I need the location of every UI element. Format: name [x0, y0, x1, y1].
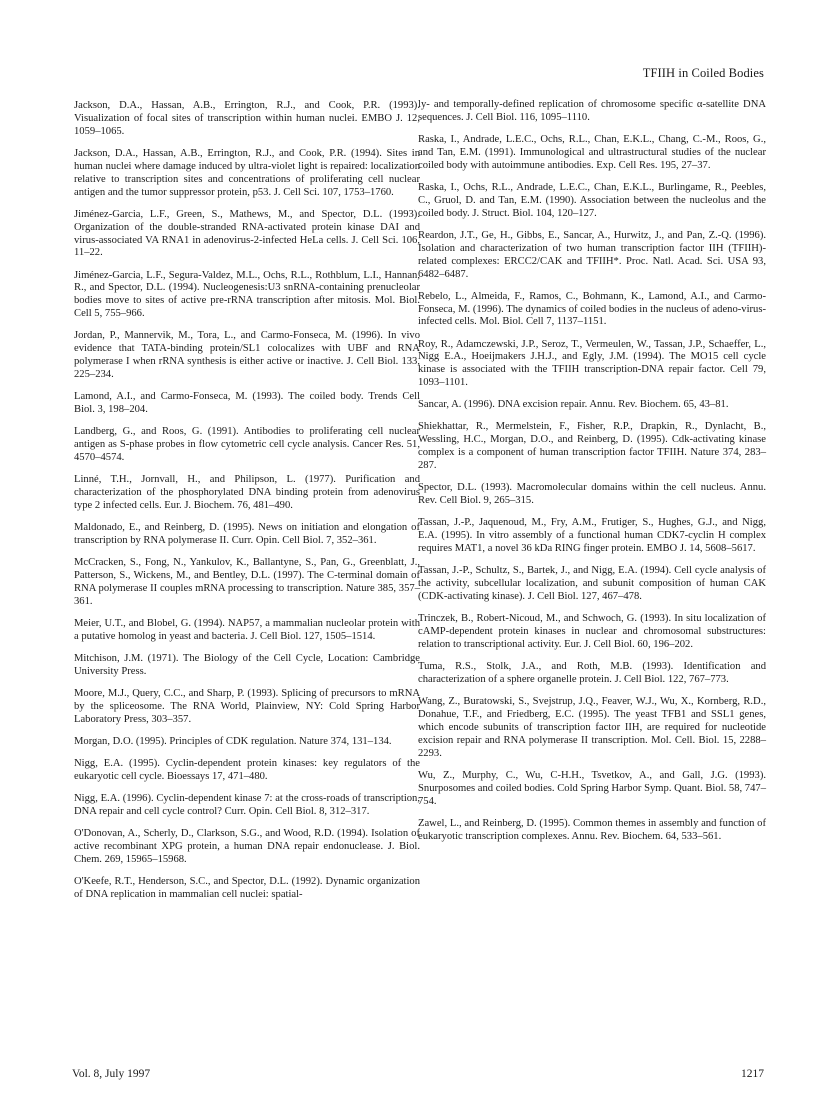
- reference-entry: Jackson, D.A., Hassan, A.B., Errington, R.J., and Cook, P.R. (1994). Sites in human nuclei where damage induced by ultra-violet light is repaired: localization relative to transcription sites and concentrations of proliferating cell nuclear antigen and the tumor suppressor protein, p53. J. Cell Sci. 107, 1753–1760.: [74, 147, 420, 198]
- reference-entry: Tassan, J.-P., Schultz, S., Bartek, J., and Nigg, E.A. (1994). Cell cycle analysis of the activity, subcellular localization, and subunit composition of human CAK (CDK-activating kinase). J. Cell Biol. 127, 467–478.: [418, 565, 766, 602]
- reference-entry: Wu, Z., Murphy, C., Wu, C-H.H., Tsvetkov, A., and Gall, J.G. (1993). Snurposomes and coiled bodies. Cold Spring Harbor Symp. Quant. Biol. 58, 747–754.: [418, 769, 766, 807]
- reference-entry: Lamond, A.I., and Carmo-Fonseca, M. (1993). The coiled body. Trends Cell Biol. 3, 198–204.: [74, 391, 420, 416]
- running-title: TFIIH in Coiled Bodies: [642, 66, 764, 80]
- reference-entry: Rebelo, L., Almeida, F., Ramos, C., Bohmann, K., Lamond, A.I., and Carmo-Fonseca, M. (1996). The dynamics of coiled bodies in the nucleus of adeno-virus-infected cells. Mol. Biol. Cell 7, 1137–1151.: [418, 290, 766, 328]
- reference-entry: Linné, T.H., Jornvall, H., and Philipson, L. (1977). Purification and characterization of the phosphorylated DNA binding protein from adenovirus type 2 infected cells. Eur. J. Biochem. 76, 481–490.: [74, 474, 420, 511]
- reference-entry: McCracken, S., Fong, N., Yankulov, K., Ballantyne, S., Pan, G., Greenblatt, J., Patterson, S., Wickens, M., and Bentley, D.L. (1997). The C-terminal domain of RNA polymerase II couples mRNA processing to transcription. Nature 385, 357–361.: [74, 556, 420, 607]
- reference-entry: O'Donovan, A., Scherly, D., Clarkson, S.G., and Wood, R.D. (1994). Isolation of active recombinant XPG protein, a human DNA repair endonuclease. J. Biol. Chem. 269, 15965–15968.: [74, 827, 420, 865]
- reference-entry: Landberg, G., and Roos, G. (1991). Antibodies to proliferating cell nuclear antigen as S-phase probes in flow cytometric cell cycle analysis. Cancer Res. 51, 4570–4574.: [74, 426, 420, 463]
- reference-entry: Sancar, A. (1996). DNA excision repair. Annu. Rev. Biochem. 65, 43–81.: [418, 399, 729, 411]
- reference-entry: Zawel, L., and Reinberg, D. (1995). Common themes in assembly and function of eukaryotic transcription complexes. Annu. Rev. Biochem. 64, 533–561.: [418, 817, 766, 842]
- reference-entry: Tassan, J.-P., Jaquenoud, M., Fry, A.M., Frutiger, S., Hughes, G.J., and Nigg, E.A. (1995). In vitro assembly of a functional human CDK7-cyclin H complex requires MAT1, a novel 36 kDa RING finger protein. EMBO J. 14, 5608–5617.: [418, 517, 766, 555]
- reference-entry: Jordan, P., Mannervik, M., Tora, L., and Carmo-Fonseca, M. (1996). In vivo evidence that TATA-binding protein/SL1 colocalizes with UBF and RNA polymerase I when rRNA synthesis is either active or inactive. J. Cell Biol. 133, 225–234.: [74, 330, 420, 381]
- reference-entry: Mitchison, J.M. (1971). The Biology of the Cell Cycle, Location: Cambridge University Press.: [74, 652, 420, 677]
- reference-entry: Raska, I., Andrade, L.E.C., Ochs, R.L., Chan, E.K.L., Chang, C.-M., Roos, G., and Tan, E.M. (1991). Immunological and ultrastructural studies of the nuclear coiled body with autoimmune antibodies. Exp. Cell Res. 195, 27–37.: [418, 134, 766, 171]
- reference-column-right: [418, 99, 766, 853]
- reference-entry: Jiménez-Garcia, L.F., Green, S., Mathews, M., and Spector, D.L. (1993). Organization of the double-stranded RNA-activated protein kinase DAI and virus-associated VA RNA1 in adenovirus-2-infected HeLa cells. J. Cell Sci. 106, 11–22.: [74, 208, 420, 259]
- reference-entry: Tuma, R.S., Stolk, J.A., and Roth, M.B. (1993). Identification and characterization of a sphere organelle protein. J. Cell Biol. 122, 767–773.: [418, 660, 766, 685]
- reference-entry: Raska, I., Ochs, R.L., Andrade, L.E.C., Chan, E.K.L., Burlingame, R., Peebles, C., Gruol, D. and Tan, E.M. (1990). Association between the nucleolus and the coiled body. J. Struct. Biol. 104, 120–127.: [418, 181, 766, 219]
- journal-volume-date: Vol. 8, July 1997: [72, 1068, 151, 1080]
- reference-entry: Morgan, D.O. (1995). Principles of CDK regulation. Nature 374, 131–134.: [74, 735, 392, 747]
- reference-entry: O'Keefe, R.T., Henderson, S.C., and Spector, D.L. (1992). Dynamic organization of DNA replication in mammalian cell nuclei: spatial-: [74, 875, 420, 900]
- reference-entry: Roy, R., Adamczewski, J.P., Seroz, T., Vermeulen, W., Tassan, J.P., Schaeffer, L., Nigg E.A., Hoeijmakers J.H.J., and Egly, J.M. (1994). The MO15 cell cycle kinase is associated with the TFIIH transcription-DNA repair factor. Cell 79, 1093–1101.: [418, 338, 766, 389]
- reference-entry: Nigg, E.A. (1996). Cyclin-dependent kinase 7: at the cross-roads of transcription, DNA repair and cell cycle control? Curr. Opin. Cell Biol. 8, 312–317.: [74, 792, 420, 817]
- reference-entry: Reardon, J.T., Ge, H., Gibbs, E., Sancar, A., Hurwitz, J., and Pan, Z.-Q. (1996). Isolation and characterization of two human transcription factor IIH (TFIIH)-related complexes: ERCC2/CAK and TFIIH*. Proc. Natl. Acad. Sci. USA 93, 6482–6487.: [418, 229, 766, 280]
- reference-entry-continued: ly- and temporally-defined replication of chromosome specific α-satellite DNA sequences. J. Cell Biol. 116, 1095–1110.: [418, 99, 766, 123]
- reference-entry: Maldonado, E., and Reinberg, D. (1995). News on initiation and elongation of transcription by RNA polymerase II. Curr. Opin. Cell Biol. 7, 352–361.: [74, 521, 420, 546]
- reference-entry: Trinczek, B., Robert-Nicoud, M., and Schwoch, G. (1993). In situ localization of cAMP-dependent protein kinases in nuclear and chromosomal substructures: relation to transcriptional activity. Eur. J. Cell Biol. 60, 196–202.: [418, 613, 766, 650]
- reference-entry: Jackson, D.A., Hassan, A.B., Errington, R.J., and Cook, P.R. (1993). Visualization of focal sites of transcription within human nuclei. EMBO J. 12, 1059–1065.: [74, 100, 420, 137]
- reference-entry: Meier, U.T., and Blobel, G. (1994). NAP57, a mammalian nucleolar protein with a putative homolog in yeast and bacteria. J. Cell Biol. 127, 1505–1514.: [74, 617, 420, 642]
- reference-entry: Wang, Z., Buratowski, S., Svejstrup, J.Q., Feaver, W.J., Wu, X., Kornberg, R.D., Donahue, T.F., and Friedberg, E.C. (1995). The yeast TFB1 and SSL1 genes, which encode subunits of transcription factor IIH, are required for nucleotide excision repair and RNA polymerase II transcription. Mol. Cell. Biol. 15, 2288–2293.: [418, 695, 766, 759]
- reference-entry: Spector, D.L. (1993). Macromolecular domains within the cell nucleus. Annu. Rev. Cell Biol. 9, 265–315.: [418, 482, 766, 507]
- reference-column-left: [74, 100, 420, 911]
- reference-entry: Shiekhattar, R., Mermelstein, F., Fisher, R.P., Drapkin, R., Dynlacht, B., Wessling, H.C., Morgan, D.O., and Reinberg, D. (1995). Cdk-activating kinase complex is a component of human transcription factor TFIIH. Nature 374, 283–287.: [418, 421, 766, 472]
- reference-entry: Moore, M.J., Query, C.C., and Sharp, P. (1993). Splicing of precursors to mRNA by the spliceosome. The RNA World, Plainview, NY: Cold Spring Harbor Laboratory Press, 303–357.: [74, 687, 420, 725]
- page-number: 1217: [741, 1068, 764, 1080]
- reference-entry: Nigg, E.A. (1995). Cyclin-dependent protein kinases: key regulators of the eukaryotic cell cycle. Bioessays 17, 471–480.: [74, 757, 420, 782]
- reference-entry: Jiménez-Garcia, L.F., Segura-Valdez, M.L., Ochs, R.L., Rothblum, L.I., Hannan, R., and Spector, D.L. (1994). Nucleogenesis:U3 snRNA-containing prenucleolar bodies move to sites of active pre-rRNA transcription after mitosis. Mol. Biol. Cell 5, 755–966.: [74, 269, 420, 320]
